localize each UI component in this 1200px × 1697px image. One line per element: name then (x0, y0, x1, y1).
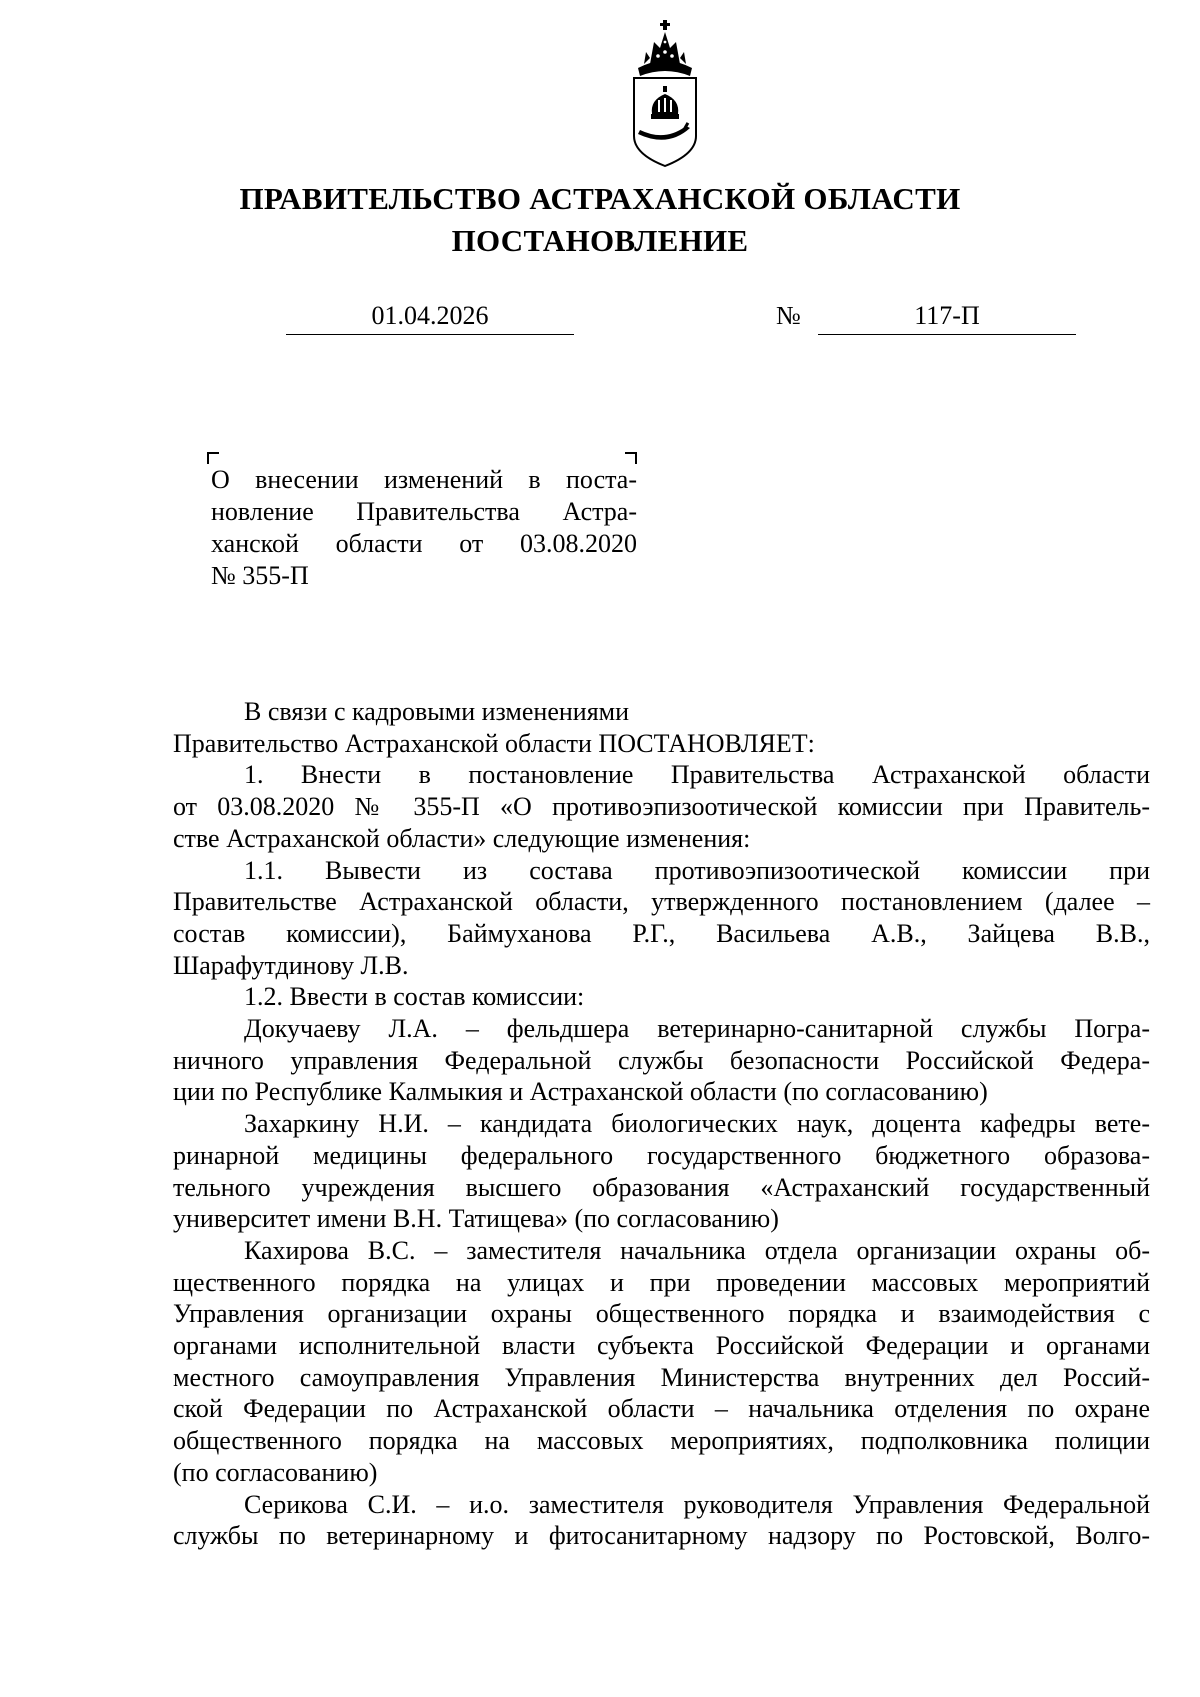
subject-line: № 355-П (211, 561, 309, 590)
body-line: Управления организации охраны общественного порядка и взаимодействия с (173, 1299, 1150, 1329)
body-line: 1. Внести в постановление Правительства Астраханской области (244, 760, 1150, 790)
body-line: университет имени В.Н. Татищева» (по согласованию) (173, 1204, 779, 1234)
document-number: 117-П (818, 300, 1076, 335)
document-subject (211, 464, 637, 592)
body-line: ции по Республике Калмыкия и Астраханской области (по согласованию) (173, 1077, 988, 1107)
organization-name: ПРАВИТЕЛЬСТВО АСТРАХАНСКОЙ ОБЛАСТИ (239, 181, 961, 216)
document-type: ПОСТАНОВЛЕНИЕ (451, 223, 749, 258)
body-line: общественного порядка на массовых мероприятиях, подполковника полиции (173, 1426, 1150, 1456)
subject-line: новление Правительства Астра- (211, 497, 637, 526)
body-line: тельного учреждения высшего образования «Астраханский государственный (173, 1172, 1150, 1202)
body-line: Шарафутдинову Л.В. (173, 950, 409, 980)
document-body (173, 696, 1150, 1552)
body-line: Серикова С.И. – и.о. заместителя руководителя Управления Федеральной (244, 1489, 1150, 1519)
body-line: органами исполнительной власти субъекта Российской Федерации и органами (173, 1331, 1150, 1361)
body-line: Правительстве Астраханской области, утвержденного постановлением (далее – (173, 887, 1150, 917)
body-line: ской Федерации по Астраханской области – начальника отделения по охране (173, 1394, 1150, 1424)
subject-line: ханской области от 03.08.2020 (211, 529, 637, 558)
body-line: (по согласованию) (173, 1457, 378, 1487)
body-line: стве Астраханской области» следующие изменения: (173, 823, 751, 853)
astrakhan-coat-of-arms-icon (620, 18, 710, 168)
subject-corner-left-mark (207, 452, 219, 464)
body-line: ринарной медицины федерального государственного бюджетного образова- (173, 1140, 1150, 1170)
body-line: службы по ветеринарному и фитосанитарному надзору по Ростовской, Волго- (173, 1521, 1150, 1551)
body-line: местного самоуправления Управления Министерства внутренних дел Россий- (173, 1362, 1150, 1392)
number-sign: № (776, 301, 801, 330)
body-line: Захаркину Н.И. – кандидата биологических наук, доцента кафедры вете- (244, 1109, 1150, 1139)
subject-corner-right-mark (625, 452, 637, 464)
body-line: 1.2. Ввести в состав комиссии: (244, 982, 585, 1012)
body-line: щественного порядка на улицах и при проведении массовых мероприятий (173, 1267, 1150, 1297)
document-date: 01.04.2026 (286, 300, 574, 335)
body-line: В связи с кадровыми изменениями (244, 697, 630, 726)
body-line: состав комиссии), Баймуханова Р.Г., Васильева А.В., Зайцева В.В., (173, 918, 1150, 948)
body-line: Правительство Астраханской области ПОСТАНОВЛЯЕТ: (173, 728, 815, 758)
body-line: Кахирова В.С. – заместителя начальника отдела организации охраны об- (244, 1235, 1150, 1265)
subject-line: О внесении изменений в поста- (211, 465, 637, 494)
body-line: от 03.08.2020 № 355-П «О противоэпизоотической комиссии при Правитель- (173, 792, 1150, 822)
document-header (0, 178, 1200, 262)
body-line: Докучаеву Л.А. – фельдшера ветеринарно-санитарной службы Погра- (244, 1014, 1150, 1044)
body-line: ничного управления Федеральной службы безопасности Российской Федера- (173, 1045, 1150, 1075)
body-line: 1.1. Вывести из состава противоэпизоотической комиссии при (244, 855, 1150, 885)
